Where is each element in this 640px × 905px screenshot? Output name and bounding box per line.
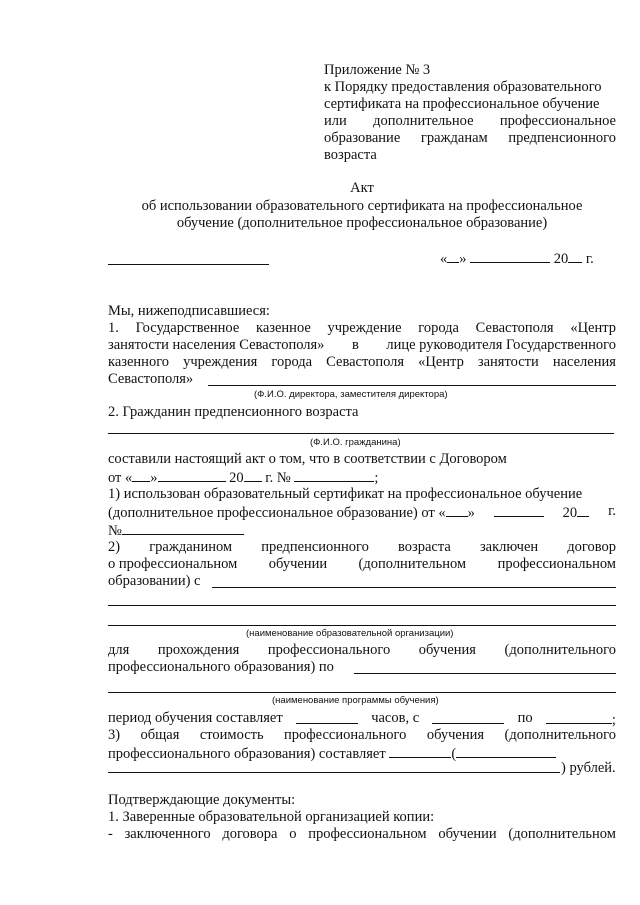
p1-line-4: Севастополя» [108,371,194,387]
act-title-line-2: обучение (дополнительное профессиональное образование) [176,215,548,231]
appendix-line-5: возраста [324,147,377,163]
p1-line-1: 1. Государственное казенное учреждение города Севастополя «Центр [108,320,616,336]
p1-line-2: занятости населения Севастополя» в лице руководителя Государственного [108,337,616,353]
docs-item-1: 1. Заверенные образовательной организацией копии: [108,809,435,825]
act-heading: Акт [350,180,374,196]
act-title-line-1: об использовании образовательного сертификата на профессиональное [141,198,583,214]
appendix-line-4: образование гражданам предпенсионного [324,130,616,146]
caption-org: (наименование образовательной организации) [246,628,454,639]
caption-director: (Ф.И.О. директора, заместителя директора) [254,389,448,400]
appendix-line-3: или дополнительное профессиональное [324,113,616,129]
program-blank-1 [354,673,616,674]
appendix-line-2: сертификата на профессиональное обучение [324,96,600,112]
director-blank [208,385,616,386]
org-blank-3 [108,625,616,626]
period-line: период обучения составляет часов, с по ; [108,710,616,728]
for-line-2: профессионального образования) по [108,659,334,675]
item2-line-3: образовании) с [108,573,201,589]
item1-line-2: (дополнительное профессиональное образование) от « » 20 г. [108,503,616,521]
date-line: « » 20 г. [440,251,594,267]
program-blank-2 [108,692,616,693]
org-blank-2 [108,605,616,606]
docs-heading: Подтверждающие документы: [108,792,296,808]
intro-text: Мы, нижеподписавшиеся: [108,303,270,319]
citizen-blank [108,433,614,434]
item1-line-3: № [108,521,244,540]
appendix-line-1: к Порядку предоставления образовательного [324,79,602,95]
act-line-1: составили настоящий акт о том, что в соответствии с Договором [108,451,507,467]
item3-line-3: ) рублей. [561,760,616,776]
act-line-2: от « » 20 г. № ; [108,470,379,486]
docs-item-1a: - заключенного договора о профессиональном обучении (дополнительном [108,826,616,842]
place-blank [108,264,269,265]
item1-line-1: 1) использован образовательный сертификат на профессиональное обучение [108,486,583,502]
item2-line-2: о профессиональном обучении (дополнительном профессиональном [108,556,616,572]
item2-line-1: 2) гражданином предпенсионного возраста заключен договор [108,539,616,555]
caption-program: (наименование программы обучения) [272,695,439,706]
p2-text: 2. Гражданин предпенсионного возраста [108,404,359,420]
caption-citizen: (Ф.И.О. гражданина) [310,437,401,448]
org-blank-1 [212,587,616,588]
cost-blank [108,772,560,773]
for-line-1: для прохождения профессионального обучения (дополнительного [108,642,616,658]
item3-line-2: профессионального образования) составляет ( [108,744,556,763]
item3-line-1: 3) общая стоимость профессионального обучения (дополнительного [108,727,616,743]
appendix-number: Приложение № 3 [324,62,431,78]
p1-line-3: казенного учреждения города Севастополя «Центр занятости населения [108,354,616,370]
